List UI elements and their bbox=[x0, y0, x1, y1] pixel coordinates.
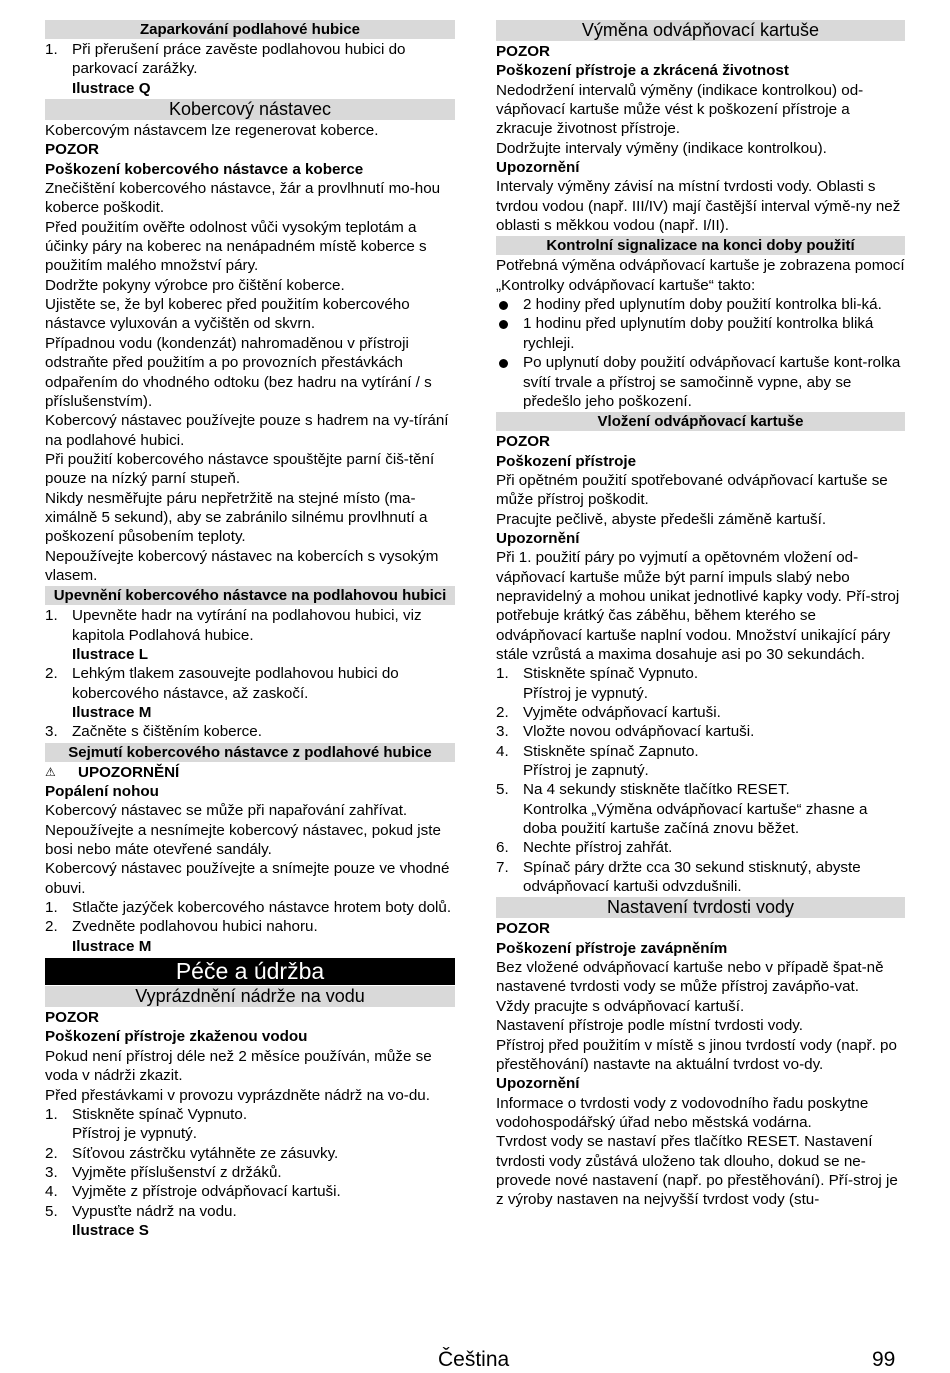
note-label: Upozornění bbox=[496, 1075, 580, 1093]
paragraph: Nepoužívejte kobercový nástavec na kobercích s vysokým vlasem. bbox=[45, 547, 439, 584]
list-item: 5. Vypusťte nádrž na vodu. bbox=[45, 1202, 237, 1220]
caution-label: POZOR bbox=[496, 920, 551, 938]
bullet-item: 2 hodiny před uplynutím doby použití kontrolka bli-ká. bbox=[496, 295, 905, 314]
paragraph: Kobercový nástavec se může při napařování zahřívat. Nepoužívejte a nesnímejte kobercový nástavec, pokud jste bosi nebo máte otevřené sandály. bbox=[45, 802, 441, 859]
bullet-item: 1 hodinu před uplynutím doby použití kontrolka bliká rychleji. bbox=[496, 314, 905, 353]
paragraph: Kobercový nástavec používejte pouze s hadrem na vy-tírání na podlahové hubici. bbox=[45, 412, 449, 449]
warning-header: ⚠ UPOZORNĚNÍ bbox=[45, 763, 180, 781]
list-item: 4. Vyjměte z přístroje odvápňovací kartuši. bbox=[45, 1183, 341, 1201]
bullet-item: Po uplynutí doby použití odvápňovací kartuše kont-rolka svítí trvale a přístroj se samočinně vypne, aby se předešlo jeho poškození. bbox=[496, 353, 905, 411]
caution-title: Poškození přístroje zavápněním bbox=[496, 939, 728, 957]
list-item: 1. Stlačte jazýček kobercového nástavce hrotem boty dolů. bbox=[45, 899, 452, 917]
caution-label: POZOR bbox=[496, 43, 551, 60]
list-item: 2. Vyjměte odvápňovací kartuši. bbox=[496, 704, 721, 721]
section-heading-carpet: Kobercový nástavec bbox=[45, 99, 455, 120]
list-item-result: Přístroj je zapnutý. bbox=[523, 762, 649, 780]
paragraph: Před použitím ověřte odolnost vůči vysokým teplotám a účinky páry na koberec na nenápadném místě koberce s použitím malého množství páry. bbox=[45, 218, 427, 275]
paragraph: Znečištění kobercového nástavce, žár a provlhnutí mo-hou koberce poškodit. bbox=[45, 180, 441, 217]
paragraph: Při použití kobercového nástavce spouštějte parní čiš-tění pouze na nízký parní stupeň. bbox=[45, 450, 435, 488]
paragraph: Intervaly výměny závisí na místní tvrdosti vody. Oblasti s tvrdou vodou (např. III/IV) mají častější interval výmě-ny než oblasti s měkkou vodou (např. I/II). bbox=[496, 178, 901, 235]
caution-label: POZOR bbox=[45, 141, 100, 159]
list-item: 1. Stiskněte spínač Vypnuto. bbox=[496, 665, 699, 683]
left-column bbox=[45, 19, 455, 1240]
right-column bbox=[496, 19, 905, 1210]
paragraph: Pokud není přístroj déle než 2 měsíce používán, může se voda v nádrži zkazit. bbox=[45, 1047, 432, 1085]
list-item: 5. Na 4 sekundy stiskněte tlačítko RESET. bbox=[496, 781, 790, 799]
paragraph: Přístroj před použitím v místě s jinou tvrdostí vody (např. po přestěhování) nastavte na aktuální tvrdost vo-dy. bbox=[496, 1036, 897, 1073]
bullet-icon bbox=[496, 295, 523, 314]
section-heading-parking: Zaparkování podlahové hubice bbox=[45, 20, 455, 39]
footer-language: Čeština bbox=[438, 1348, 510, 1371]
illustration-ref: Ilustrace L bbox=[72, 645, 148, 663]
warning-triangle-icon: ⚠ bbox=[45, 764, 56, 779]
section-heading-insert: Vložení odvápňovací kartuše bbox=[496, 412, 905, 431]
paragraph: Ujistěte se, že byl koberec před použitím kobercového nástavce vyluxován a vyčištěn od skvrn. bbox=[45, 296, 410, 333]
illustration-ref: Ilustrace S bbox=[72, 1221, 149, 1239]
section-heading-empty: Vyprázdnění nádrže na vodu bbox=[45, 986, 455, 1007]
paragraph: Při opětném použití spotřebované odvápňovací kartuše se může přístroj poškodit. bbox=[496, 471, 888, 509]
list-item-result: Přístroj je vypnutý. bbox=[72, 1125, 197, 1143]
caution-title: Poškození přístroje bbox=[496, 452, 637, 470]
caution-title: Poškození kobercového nástavce a koberce bbox=[45, 160, 364, 178]
bullet-icon bbox=[496, 314, 523, 353]
list-item: 1. Stiskněte spínač Vypnuto. bbox=[45, 1105, 248, 1123]
note-label: Upozornění bbox=[496, 159, 580, 177]
section-heading-signal: Kontrolní signalizace na konci doby použití bbox=[496, 236, 905, 255]
paragraph: Pracujte pečlivě, abyste předešli záměně kartuší. bbox=[496, 510, 827, 528]
list-item: 3. Vložte novou odvápňovací kartuši. bbox=[496, 723, 755, 741]
chapter-heading-care: Péče a údržba bbox=[45, 958, 455, 985]
list-item: 2. Síťovou zástrčku vytáhněte ze zásuvky. bbox=[45, 1144, 339, 1162]
list-item: 2. Lehkým tlakem zasouvejte podlahovou hubici do kobercového nástavce, až zaskočí. bbox=[45, 665, 399, 702]
list-item: 2. Zvedněte podlahovou hubici nahoru. bbox=[45, 918, 318, 936]
list-item: 1. Při přerušení práce zavěste podlahovou hubici do parkovací zarážky. bbox=[45, 41, 406, 78]
list-item: 1. Upevněte hadr na vytírání na podlahovou hubici, viz kapitola Podlahová hubice. bbox=[45, 607, 422, 644]
list-item-result: Přístroj je vypnutý. bbox=[523, 684, 648, 702]
section-heading-cartridge: Výměna odvápňovací kartuše bbox=[496, 20, 905, 41]
list-item: 6. Nechte přístroj zahřát. bbox=[496, 839, 673, 857]
paragraph: Informace o tvrdosti vody z vodovodního řadu poskytne vodohospodářský úřad nebo městská vodárna. bbox=[496, 1094, 869, 1131]
paragraph: Vždy pracujte s odvápňovací kartuší. bbox=[496, 997, 745, 1015]
warning-title: Popálení nohou bbox=[45, 783, 159, 801]
paragraph: Nastavení přístroje podle místní tvrdosti vody. bbox=[496, 1017, 803, 1035]
paragraph: Bez vložené odvápňovací kartuše nebo v případě špat-ně nastavené tvrdosti vody se může přístroj zavápňo-vat. bbox=[496, 959, 884, 996]
list-item: 3. Vyjměte příslušenství z držáků. bbox=[45, 1163, 282, 1181]
paragraph: Nikdy nesměřujte páru nepřetržitě na stejné místo (ma-ximálně 5 sekund), aby se zabránilo silnému provlhnutí a poškození působením teploty. bbox=[45, 489, 428, 546]
paragraph: Dodržujte intervaly výměny (indikace kontrolkou). bbox=[496, 139, 827, 157]
section-heading-attach: Upevnění kobercového nástavce na podlahovou hubici bbox=[45, 586, 455, 605]
list-item: 3. Začněte s čištěním koberce. bbox=[45, 723, 262, 741]
section-heading-hardness: Nastavení tvrdosti vody bbox=[496, 897, 905, 918]
section-heading-remove: Sejmutí kobercového nástavce z podlahové hubice bbox=[45, 743, 455, 762]
bullet-icon bbox=[496, 353, 523, 411]
paragraph: Kobercový nástavec používejte a snímejte pouze ve vhodné obuvi. bbox=[45, 860, 450, 897]
footer-page-number: 99 bbox=[872, 1348, 896, 1371]
illustration-ref: Ilustrace M bbox=[72, 937, 152, 955]
paragraph: Nedodržení intervalů výměny (indikace kontrolkou) od-vápňovací kartuše může vést k poškození přístroje a zkracuje životnost přístroje. bbox=[496, 81, 864, 138]
paragraph: Před přestávkami v provozu vyprázdněte nádrž na vo-du. bbox=[45, 1086, 430, 1104]
paragraph: Dodržte pokyny výrobce pro čištění koberce. bbox=[45, 276, 345, 294]
paragraph: Při 1. použití páry po vyjmutí a opětovném vložení od-vápňovací kartuše může být parní impuls slabý nebo nepravidelný a mohou unikat jednotlivé kapky vody. Pří-stroj potřebuje krátký čas záběhu, během kterého se odvápňovací kartuše naplní vodou. Množství unikající páry stále vzrůstá a maxima dosahuje asi po 30 sekundách. bbox=[496, 549, 900, 663]
paragraph: Tvrdost vody se nastaví přes tlačítko RESET. Nastavení tvrdosti vody zůstává uloženo tak dlouho, dokud se ne-provede nové nastavení (např. po přestěhování). Pří-stroj je z výroby nastaven na nejvyšší tvrdost vody (stu- bbox=[496, 1133, 898, 1209]
note-label: Upozornění bbox=[496, 529, 580, 547]
list-item-result: Kontrolka „Výměna odvápňovací kartuše“ zhasne a doba použití kartuše začíná znovu běžet. bbox=[523, 800, 868, 838]
caution-label: POZOR bbox=[496, 433, 551, 451]
paragraph: Potřebná výměna odvápňovací kartuše je zobrazena pomocí „Kontrolky odvápňovací kartuše“ takto: bbox=[496, 257, 905, 294]
caution-title: Poškození přístroje a zkrácená životnost bbox=[496, 62, 789, 80]
caution-label: POZOR bbox=[45, 1009, 100, 1027]
list-item: 7. Spínač páry držte cca 30 sekund stisknutý, abyste odvápňovací kartuši odvzdušnili. bbox=[496, 858, 861, 896]
list-item: 4. Stiskněte spínač Zapnuto. bbox=[496, 742, 699, 760]
caution-title: Poškození přístroje zkaženou vodou bbox=[45, 1028, 308, 1046]
illustration-ref: Ilustrace Q bbox=[72, 79, 151, 97]
carpet-intro: Kobercovým nástavcem lze regenerovat koberce. bbox=[45, 122, 379, 140]
paragraph: Případnou vodu (kondenzát) nahromaděnou v přístroji odstraňte před použitím a po provozních přestávkách odpařením do vhodného odtoku (bez hadru na vytírání / s příslušenstvím). bbox=[45, 334, 432, 410]
illustration-ref: Ilustrace M bbox=[72, 704, 152, 721]
